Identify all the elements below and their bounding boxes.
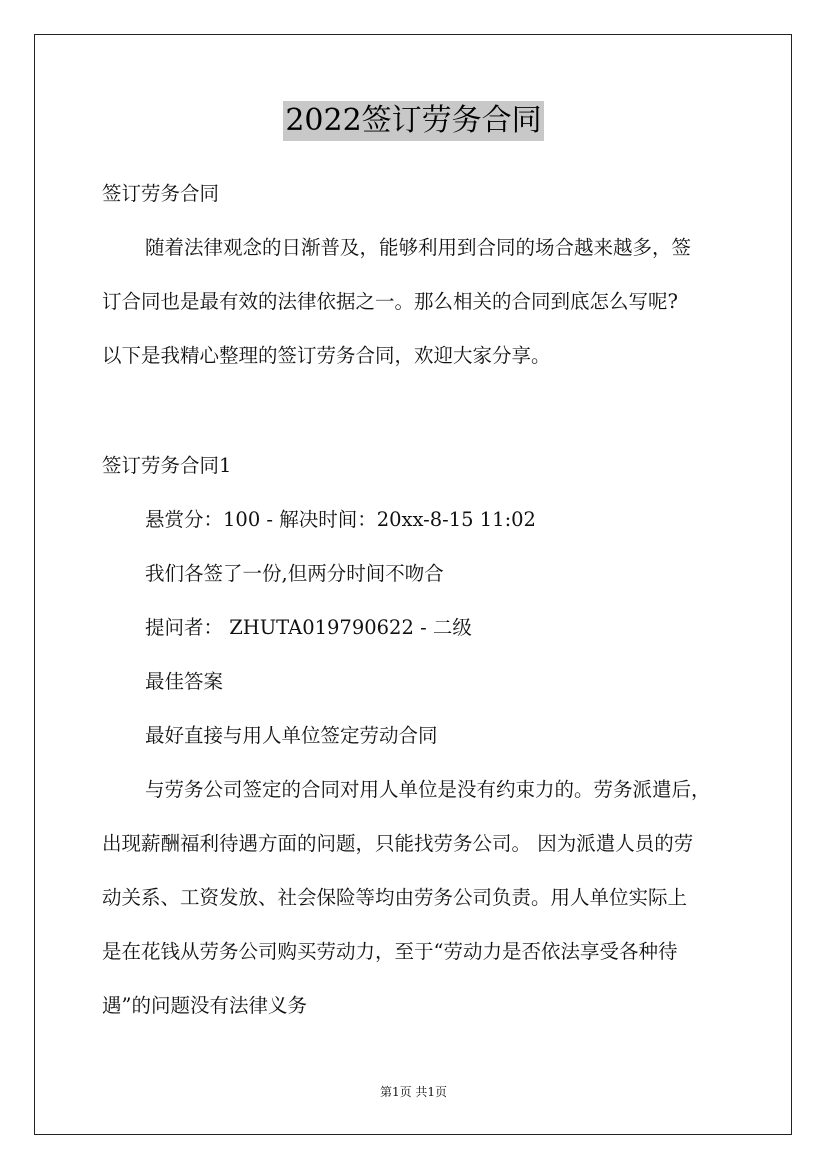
section-heading: 签订劳务合同1 [102, 454, 232, 477]
answer-line: 最好直接与用人单位签定劳动合同 [145, 724, 438, 747]
asker-line: 提问者： ZHUTA019790622 - 二级 [145, 616, 472, 639]
paragraph-line: 遇”的问题没有法律义务 [102, 994, 307, 1017]
title-container [0, 101, 827, 141]
document-title: 2022签订劳务合同 [283, 101, 543, 141]
subtitle: 签订劳务合同 [102, 182, 220, 205]
question-line: 我们各签了一份,但两分时间不吻合 [145, 562, 444, 585]
intro-line: 订合同也是最有效的法律依据之一。那么相关的合同到底怎么写呢? [102, 290, 678, 313]
paragraph-line: 是在花钱从劳务公司购买劳动力，至于“劳动力是否依法享受各种待 [102, 940, 678, 963]
paragraph-line: 出现薪酬福利待遇方面的问题，只能找劳务公司。 因为派遣人员的劳 [102, 832, 694, 855]
best-answer-label: 最佳答案 [145, 670, 224, 693]
paragraph-line: 动关系、工资发放、社会保险等均由劳务公司负责。用人单位实际上 [102, 886, 688, 909]
intro-line: 以下是我精心整理的签订劳务合同，欢迎大家分享。 [102, 344, 551, 367]
page-footer: 第1页 共1页 [379, 1085, 448, 1099]
bounty-line: 悬赏分：100 - 解决时间：20xx-8-15 11:02 [145, 508, 536, 531]
intro-line: 随着法律观念的日渐普及，能够利用到合同的场合越来越多，签 [145, 236, 692, 259]
paragraph-line: 与劳务公司签定的合同对用人单位是没有约束力的。劳务派遣后， [145, 778, 711, 801]
